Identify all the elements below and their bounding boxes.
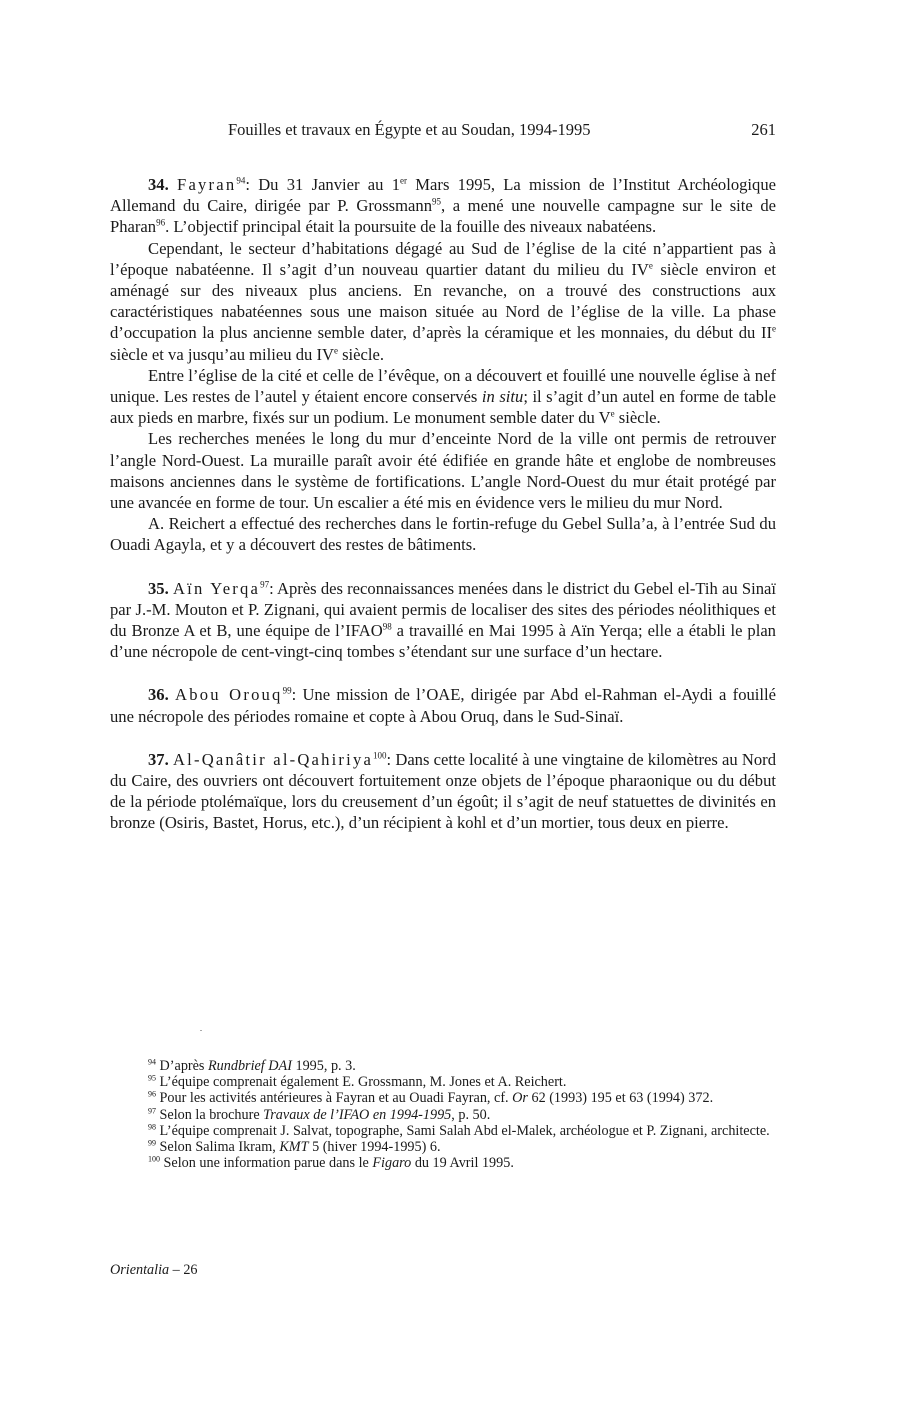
footnote-ref[interactable]: 100	[373, 750, 387, 761]
superscript: e	[772, 323, 776, 334]
italic-title: Travaux de l’IFAO en 1994-1995	[263, 1106, 452, 1123]
footnote	[110, 1058, 776, 1074]
entry-number: 37.	[148, 749, 169, 769]
page-number: 261	[751, 120, 776, 139]
footnote	[110, 1139, 776, 1155]
footnote-separator	[200, 1030, 202, 1031]
footnote-ref[interactable]: 95	[432, 196, 441, 207]
superscript: e	[648, 260, 653, 271]
entry-34-paragraph-3	[110, 365, 776, 429]
text-span: Pour les activités antérieures à Fayran et au Ouadi Fayran, cf.	[156, 1090, 513, 1107]
entry-number: 34.	[148, 175, 169, 194]
superscript: er	[400, 175, 408, 186]
footnote	[110, 1107, 776, 1123]
running-title: Fouilles et travaux en Égypte et au Soudan, 1994-1995	[228, 120, 591, 139]
footnote-number: 100	[148, 1154, 160, 1164]
text-span: : Après des reconnaissances menées dans le district du Gebel el-Tih au Sinaï par J.-M. Mouton et P. Zignani, qui avaient permis de localiser des sites des périodes néolithiques et du Bronze A et B, une équipe de l’IFAO	[110, 578, 776, 641]
text-span: . L’objectif principal était la poursuite de la fouille des niveaux nabatéens.	[165, 217, 657, 237]
text-span: a travaillé en Mai 1995 à Aïn Yerqa; elle a établi le plan d’une nécropole de cent-vingt-cinq tombes s’étendant sur une surface d’un hectare.	[110, 621, 776, 662]
footnote	[110, 1123, 776, 1139]
volume-number: 26	[183, 1262, 198, 1278]
entry-36-paragraph	[110, 684, 776, 726]
text-span: Selon la brochure	[156, 1106, 264, 1123]
text-span: D’après	[156, 1058, 208, 1074]
footnote-ref[interactable]: 96	[156, 217, 166, 228]
entry-number: 35.	[148, 578, 169, 598]
text-span: Cependant, le secteur d’habitations dégagé au Sud de l’église de la cité n’appartient pas à l’époque nabatéenne. Il s’agit d’un nouveau quartier datant du milieu du IV	[110, 238, 776, 279]
footnote	[110, 1074, 776, 1090]
site-name: Fayran	[177, 175, 237, 194]
entry-number: 36.	[148, 685, 169, 705]
site-name: Al-Qanâtir al-Qahiriya	[172, 749, 374, 769]
entry-35-paragraph	[110, 578, 776, 663]
text-span: Selon une information parue dans le	[160, 1155, 373, 1172]
entry-34-paragraph-2	[110, 238, 776, 365]
entry-34-paragraph-5: A. Reichert a effectué des recherches dans le fortin-refuge du Gebel Sulla’a, à l’entrée Sud du Ouadi Agayla, et y a découvert des restes de bâtiments.	[110, 514, 776, 555]
footnotes	[110, 1058, 776, 1171]
footnote-number: 96	[148, 1089, 156, 1099]
italic-title: Rundbrief DAI	[208, 1058, 292, 1074]
text-span: du 19 Avril 1995.	[411, 1155, 514, 1172]
main-text	[110, 174, 776, 834]
italic-title: Or	[512, 1090, 528, 1107]
text-span: 1995, p. 3.	[291, 1058, 356, 1074]
footnote-number: 94	[148, 1057, 156, 1067]
footnote-number: 99	[148, 1138, 156, 1148]
text-span: : Une mission de l’OAE, dirigée par Abd el-Rahman el-Aydi a fouillé une nécropole des périodes romaine et copte à Abou Oruq, dans le Sud-Sinaï.	[110, 685, 776, 726]
text-span: , a mené une nouvelle campagne sur le site de Pharan	[110, 196, 776, 237]
text-span: 5 (hiver 1994-1995) 6.	[308, 1139, 441, 1156]
text-span: siècle et va jusqu’au milieu du IV	[110, 344, 334, 364]
text-span: ; il s’agit d’un autel en forme de table aux pieds en marbre, fixés sur un podium. Le monument semble dater du V	[110, 387, 776, 428]
journal-name: Orientalia	[110, 1262, 170, 1278]
text-span: , p. 50.	[451, 1106, 491, 1123]
footnote	[110, 1155, 776, 1171]
text-span: 62 (1993) 195 et 63 (1994) 372.	[527, 1090, 714, 1107]
superscript: e	[610, 408, 615, 419]
site-name: Abou Orouq	[175, 685, 283, 705]
footnote-ref[interactable]: 94	[236, 175, 246, 186]
text-span: siècle.	[614, 408, 661, 428]
text-span: Entre l’église de la cité et celle de l’évêque, on a découvert et fouillé une nouvelle église à nef unique. Les restes de l’autel y étaient encore conservés	[110, 365, 776, 407]
footnote-ref[interactable]: 98	[382, 621, 392, 632]
italic-term: in situ	[481, 387, 524, 407]
text-span: Mars 1995, La mission de l’Institut Archéologique Allemand du Caire, dirigée par P. Grossmann	[110, 175, 777, 216]
entry-34-paragraph-1	[110, 174, 776, 238]
site-name: Aïn Yerqa	[172, 578, 261, 598]
text-span: L’équipe comprenait également E. Grossmann, M. Jones et A. Reichert.	[156, 1074, 567, 1091]
superscript: e	[333, 345, 338, 356]
page-footer	[110, 1262, 198, 1279]
footnote-number: 98	[148, 1122, 156, 1132]
running-header	[110, 120, 776, 142]
text-span: siècle environ et aménagé sur des niveaux plus anciens. En revanche, on a trouvé des constructions aux caractéristiques nabatéennes sous une maison située au Nord de l’église de la ville. La phase d’occupation la plus ancienne semble dater, d’après la céramique et les monnaies, du début du II	[110, 259, 776, 343]
footnote-number: 95	[148, 1073, 156, 1083]
entry-34-paragraph-4: Les recherches menées le long du mur d’enceinte Nord de la ville ont permis de retrouver l’angle Nord-Ouest. La muraille paraît avoir été édifiée en grande hâte et englobe de nombreuses maisons anciennes dans le système de fortifications. L’angle Nord-Ouest du mur était protégé par une avancée en forme de tour. Un escalier a été mis en évidence vers le milieu du mur Nord.	[110, 429, 776, 513]
italic-title: KMT	[279, 1139, 309, 1156]
text-span: siècle.	[337, 344, 385, 364]
footnote	[110, 1090, 776, 1106]
entry-37-paragraph	[110, 749, 776, 834]
italic-title: Figaro	[372, 1155, 412, 1172]
text-span: : Dans cette localité à une vingtaine de kilomètres au Nord du Caire, des ouvriers ont découvert fortuitement onze objets de l’époque pharaonique ou du début de la période ptolémaïque, lors du creusement d’un égoût; il s’agit de neuf statuettes de divinités en bronze (Osiris, Bastet, Horus, etc.), d’un récipient à kohl et d’un mortier, tous deux en pierre.	[110, 749, 776, 833]
footnote-ref[interactable]: 99	[282, 685, 292, 696]
footnote-number: 97	[148, 1105, 156, 1115]
text-span: Selon Salima Ikram,	[156, 1139, 280, 1156]
footer-separator: –	[169, 1262, 184, 1278]
text-span: L’équipe comprenait J. Salvat, topographe, Sami Salah Abd el-Malek, archéologue et P. Zignani, architecte.	[156, 1122, 770, 1139]
footnote-ref[interactable]: 97	[260, 579, 270, 590]
text-span: : Du 31 Janvier au 1	[245, 175, 401, 194]
